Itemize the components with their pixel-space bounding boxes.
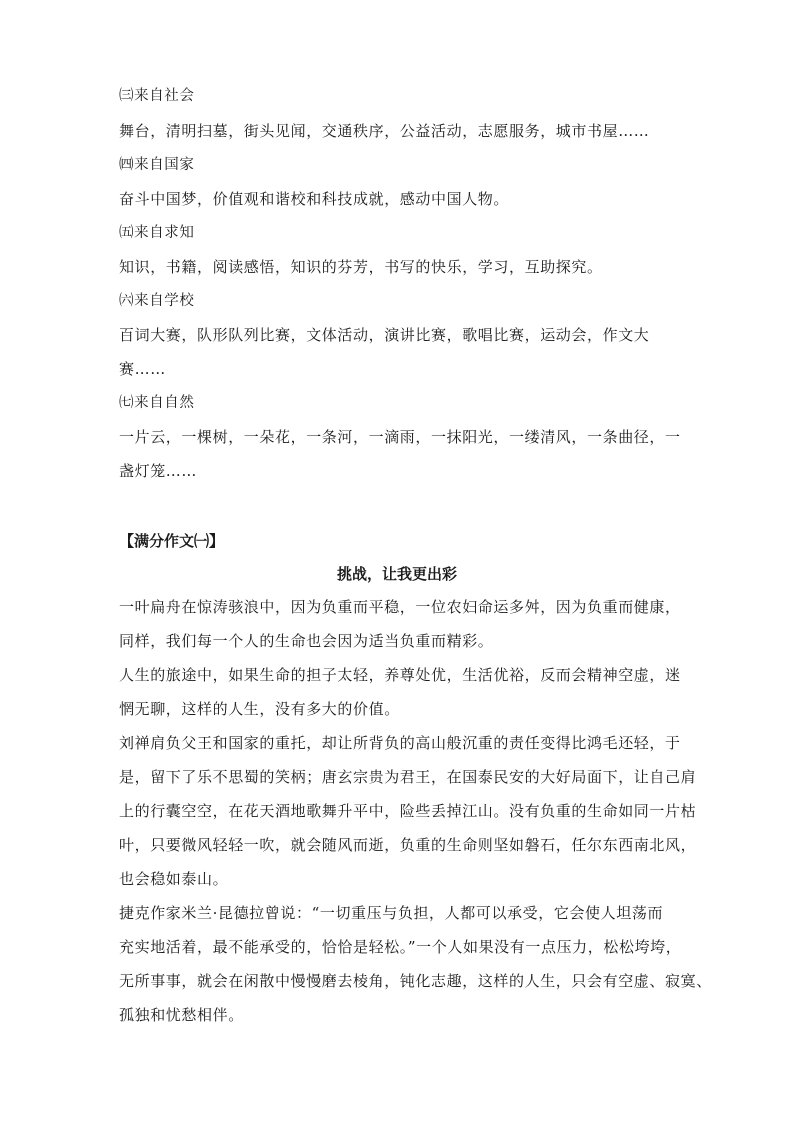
source-text-country: 奋斗中国梦，价值观和谐校和科技成就，感动中国人物。 xyxy=(119,190,510,208)
essay-p2-line1: 人生的旅途中，如果生命的担子太轻，养尊处优，生活优裕，反而会精神空虚，迷 xyxy=(119,666,681,684)
source-heading-knowledge: ㈤来自求知 xyxy=(119,225,195,241)
source-text-nature-1: 一片云，一棵树，一朵花，一条河，一滴雨，一抹阳光，一缕清风，一条曲径，一 xyxy=(119,428,681,446)
source-heading-country: ㈣来自国家 xyxy=(119,157,195,173)
essay-p3-line5: 也会稳如泰山。 xyxy=(119,870,229,888)
source-heading-school: ㈥来自学校 xyxy=(119,293,195,309)
essay-p1-line1: 一叶扁舟在惊涛骇浪中，因为负重而平稳，一位农妇命运多舛，因为负重而健康， xyxy=(119,598,681,616)
essay-p4-line2: 充实地活着，最不能承受的，恰恰是轻松。”一个人如果没有一点压力，松松垮垮， xyxy=(119,938,682,956)
essay-p3-line4: 叶，只要微风轻轻一吹，就会随风而逝，负重的生命则坚如磐石，任尔东西南北风， xyxy=(119,836,697,854)
essay-p1-line2: 同样，我们每一个人的生命也会因为适当负重而精彩。 xyxy=(119,632,494,650)
section-title: 【满分作文㈠】 xyxy=(119,532,225,550)
source-text-school-1: 百词大赛，队形队列比赛，文体活动，演讲比赛，歌唱比赛，运动会，作文大 xyxy=(119,326,650,344)
essay-p2-line2: 惘无聊，这样的人生，没有多大的价值。 xyxy=(119,700,400,718)
essay-p3-line2: 是，留下了乐不思蜀的笑柄；唐玄宗贵为君王，在国泰民安的大好局面下，让自己肩 xyxy=(119,768,697,786)
essay-p3-line1: 刘禅肩负父王和国家的重托，却让所背负的高山般沉重的责任变得比鸿毛还轻，于 xyxy=(119,734,681,752)
source-text-knowledge: 知识，书籍，阅读感悟，知识的芬芳，书写的快乐，学习，互助探究。 xyxy=(119,258,603,276)
source-text-society: 舞台，清明扫墓，街头见闻，交通秩序，公益活动，志愿服务，城市书屋…… xyxy=(119,122,650,140)
essay-p4-line3: 无所事事，就会在闲散中慢慢磨去棱角，钝化志趣，这样的人生，只会有空虚、寂寞、 xyxy=(119,972,712,990)
source-text-nature-2: 盏灯笼…… xyxy=(119,462,198,480)
essay-p4-line1: 捷克作家米兰·昆德拉曾说：“一切重压与负担，人都可以承受，它会使人坦荡而 xyxy=(119,904,664,922)
essay-title: 挑战，让我更出彩 xyxy=(336,565,457,583)
source-heading-nature: ㈦来自自然 xyxy=(119,395,195,411)
source-heading-society: ㈢来自社会 xyxy=(119,88,195,104)
essay-p3-line3: 上的行囊空空，在花天酒地歌舞升平中，险些丢掉江山。没有负重的生命如同一片枯 xyxy=(119,802,697,820)
essay-p4-line4: 孤独和忧愁相伴。 xyxy=(119,1006,244,1024)
source-text-school-2: 赛…… xyxy=(119,360,166,378)
